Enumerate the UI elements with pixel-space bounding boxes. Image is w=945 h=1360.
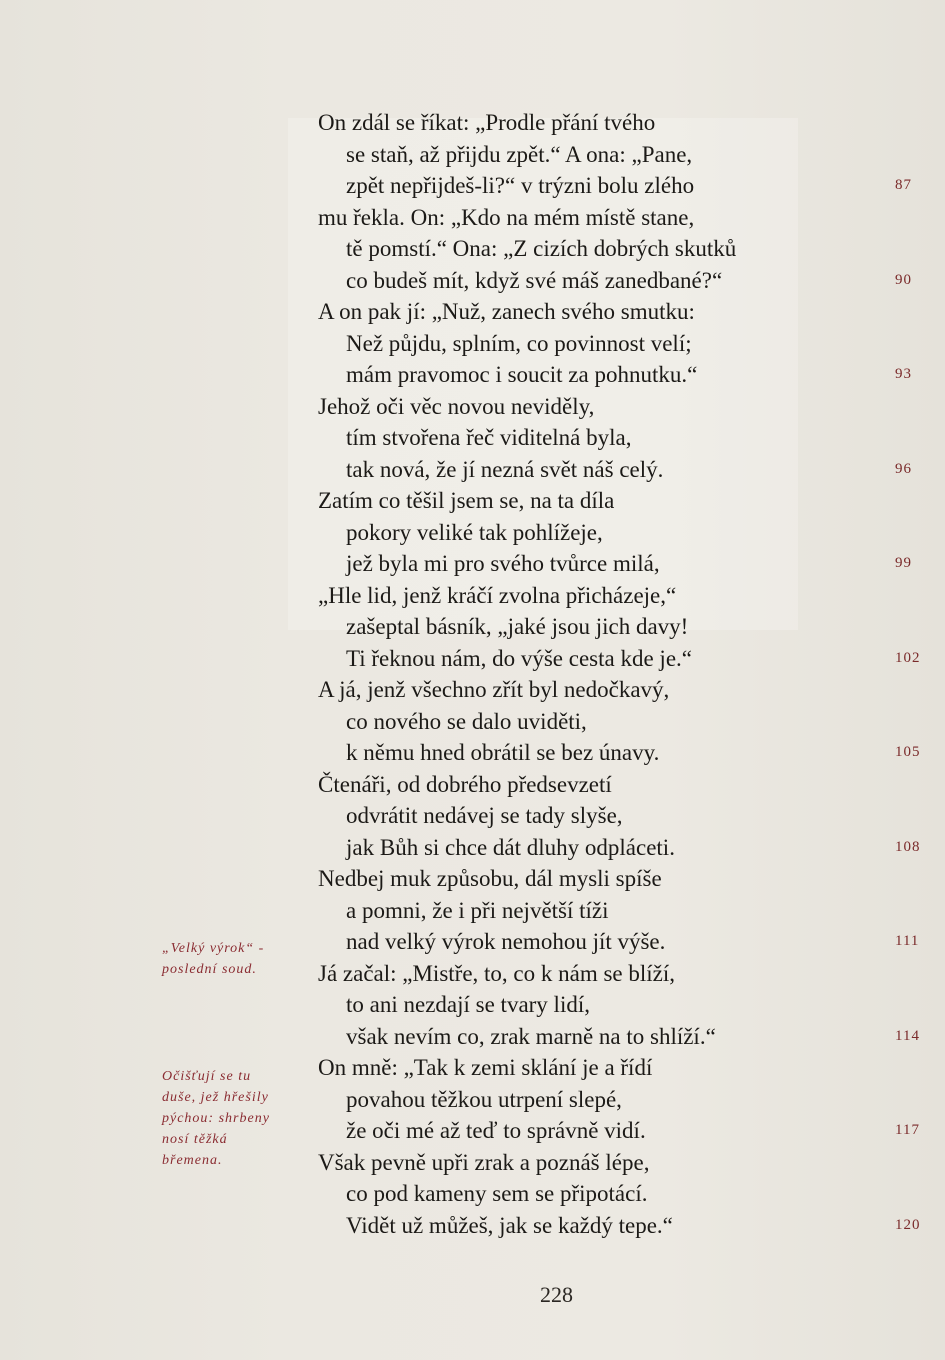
poem-line: však nevím co, zrak marně na to shlíží.“ [346,1023,716,1049]
poem-line: jak Bůh si chce dát dluhy odpláceti. [346,834,675,860]
poem-line: zpět nepřijdeš-li?“ v trýzni bolu zlého [346,173,695,198]
poem-line: tak nová, že jí nezná svět náš celý. [346,456,664,482]
poem-line: a pomni, že i při největší tíži [346,897,609,923]
line-number: 102 [895,649,921,666]
poem-line: to ani nezdají se tvary lidí, [346,992,590,1017]
poem-line: mu řekla. On: „Kdo na mém místě stane, [318,204,695,230]
poem-line: „Hle lid, jenž kráčí zvolna přicházeje,“ [318,582,677,608]
poem-line: co nového se dalo uviděti, [346,708,587,734]
margin-note-line: duše, jež hřešily [162,1090,269,1105]
line-number: 90 [895,271,912,288]
poem-line: k němu hned obrátil se bez únavy. [346,740,660,765]
margin-note-line: pýchou: shrbeny [162,1111,270,1126]
poem-line: odvrátit nedávej se tady slyše, [346,803,623,828]
poem-line: Ti řeknou nám, do výše cesta kde je.“ [346,645,692,671]
page-number: 228 [540,1282,573,1307]
line-number: 108 [895,838,921,855]
poem-line: Vidět už můžeš, jak se každý tepe.“ [346,1212,673,1238]
poem-line: Než půjdu, splním, co povinnost velí; [346,330,692,356]
margin-note-line: Očišťují se tu [162,1069,252,1084]
poem-line: Čtenáři, od dobrého předsevzetí [318,771,612,797]
margin-note-line: nosí těžká [162,1132,228,1147]
poem-line: Nedbej muk způsobu, dál mysli spíše [318,866,662,891]
line-number: 111 [895,933,920,949]
margin-note-velky-vyrok [162,938,312,980]
poem-line: pokory veliké tak pohlížeje, [346,519,603,545]
poem-line: co pod kameny sem se připotácí. [346,1181,648,1206]
poem-line: Jehož oči věc novou neviděly, [318,393,595,419]
line-number: 114 [895,1027,920,1044]
line-number: 117 [895,1122,920,1138]
poem-line: nad velký výrok nemohou jít výše. [346,929,666,954]
line-number: 87 [895,177,912,193]
margin-note-line: poslední soud. [162,962,257,977]
poem-line: zašeptal básník, „jaké jsou jich davy! [346,614,689,639]
poem-line: povahou těžkou utrpení slepé, [346,1086,622,1112]
margin-note-line: „Velký výrok“ - [162,941,265,956]
line-number: 99 [895,555,912,571]
poem-line: mám pravomoc i soucit za pohnutku.“ [346,362,698,387]
line-number: 93 [895,366,912,382]
line-number: 105 [895,744,921,760]
poem-line: jež byla mi pro svého tvůrce milá, [346,551,660,576]
margin-note-pycha [162,1066,312,1171]
poem-line: A já, jenž všechno zřít byl nedočkavý, [318,677,670,702]
poem-line: se staň, až přijdu zpět.“ A ona: „Pane, [346,141,693,167]
poem-line: On mně: „Tak k zemi sklání je a řídí [318,1055,653,1080]
poem-line: tě pomstí.“ Ona: „Z cizích dobrých skutků [346,236,737,261]
poem-line: Já začal: „Mistře, to, co k nám se blíží, [318,960,676,986]
line-number: 120 [895,1216,921,1233]
poem-line: Zatím co těšil jsem se, na ta díla [318,488,615,513]
poem-line: A on pak jí: „Nuž, zanech svého smutku: [318,299,695,324]
line-number: 96 [895,460,912,477]
margin-note-line: břemena. [162,1153,223,1168]
poem-line: tím stvořena řeč viditelná byla, [346,425,632,450]
poem-line: co budeš mít, když své máš zanedbané?“ [346,267,723,293]
poem-line: že oči mé až teď to správně vidí. [346,1118,646,1143]
poem-line: On zdál se říkat: „Prodle přání tvého [318,110,656,135]
poem-line: Však pevně upři zrak a poznáš lépe, [318,1149,650,1175]
